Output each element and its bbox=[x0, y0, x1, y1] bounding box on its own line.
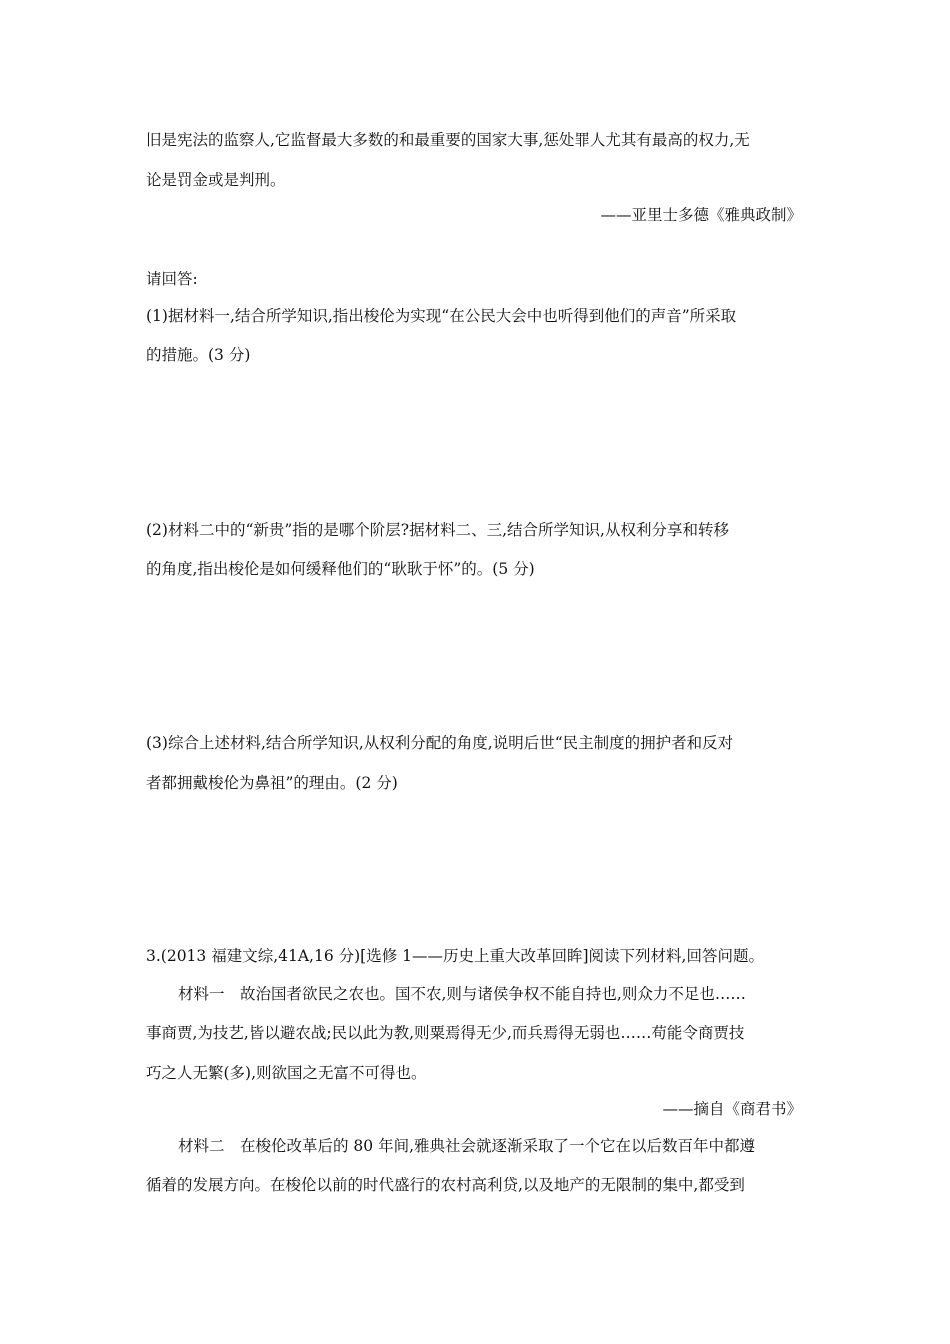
material-three-source: ——亚里士多德《雅典政制》 bbox=[600, 206, 802, 224]
material-three-line-1: 旧是宪法的监察人,它监督最大多数的和最重要的国家大事,惩处罪人尤其有最高的权力,无 bbox=[146, 131, 750, 149]
material-1-source: ——摘自《商君书》 bbox=[662, 1100, 802, 1118]
material-2-line-1: 材料二 在梭伦改革后的 80 年间,雅典社会就逐渐采取了一个它在以后数百年中都遵 bbox=[178, 1137, 756, 1155]
material-1-line-3: 巧之人无繁(多),则欲国之无富不可得也。 bbox=[146, 1064, 427, 1082]
question-3-line-2: 者都拥戴梭伦为鼻祖”的理由。(2 分) bbox=[146, 774, 398, 792]
problem-3-header: 3.(2013 福建文综,41A,16 分)[选修 1——历史上重大改革回眸]阅读下列材料,回答问题。 bbox=[146, 947, 764, 965]
questions-prompt: 请回答: bbox=[146, 270, 198, 288]
question-1-line-1: (1)据材料一,结合所学知识,指出梭伦为实现“在公民大会中也听得到他们的声音”所采取 bbox=[146, 307, 737, 325]
material-1-line-2: 事商贾,为技艺,皆以避农战;民以此为教,则粟焉得无少,而兵焉得无弱也……苟能令商贾技 bbox=[146, 1024, 745, 1042]
question-2-line-1: (2)材料二中的“新贵”指的是哪个阶层?据材料二、三,结合所学知识,从权利分享和转移 bbox=[146, 521, 729, 539]
question-2-line-2: 的角度,指出梭伦是如何缓释他们的“耿耿于怀”的。(5 分) bbox=[146, 560, 535, 578]
material-1-line-1: 材料一 故治国者欲民之农也。国不农,则与诸侯争权不能自持也,则众力不足也…… bbox=[178, 985, 746, 1003]
material-three-line-2: 论是罚金或是判刑。 bbox=[146, 171, 286, 189]
question-1-line-2: 的措施。(3 分) bbox=[146, 346, 251, 364]
question-3-line-1: (3)综合上述材料,结合所学知识,从权利分配的角度,说明后世“民主制度的拥护者和反对 bbox=[146, 734, 734, 752]
material-2-line-2: 循着的发展方向。在梭伦以前的时代盛行的农村高利贷,以及地产的无限制的集中,都受到 bbox=[146, 1176, 745, 1194]
